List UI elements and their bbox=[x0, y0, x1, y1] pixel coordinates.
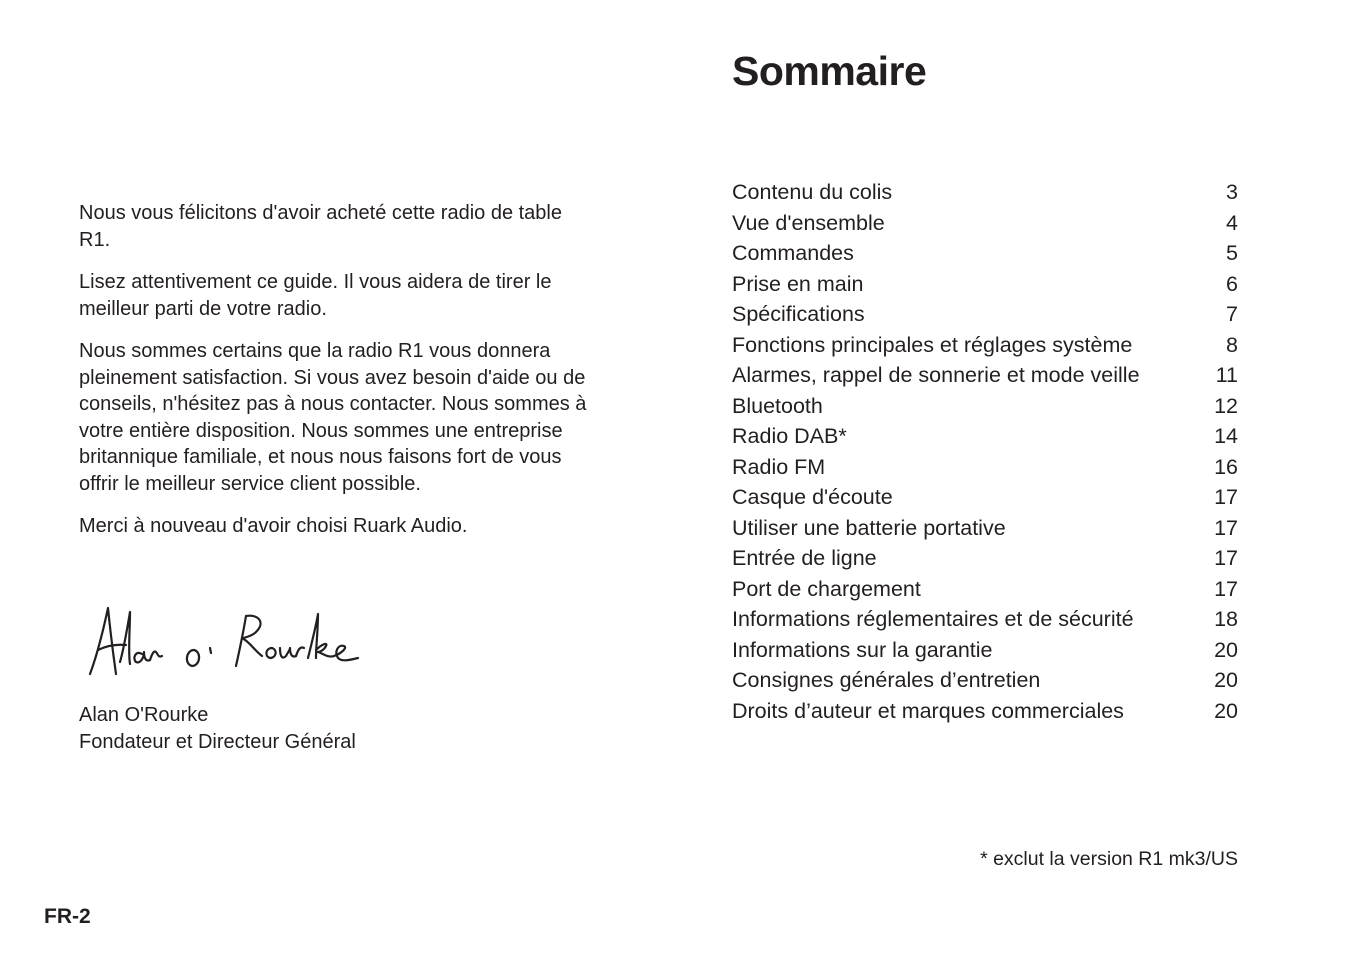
toc-entry-page: 17 bbox=[1214, 515, 1238, 540]
toc-entry-label: Bluetooth bbox=[732, 393, 823, 418]
toc-entry-page: 20 bbox=[1214, 637, 1238, 662]
toc-entry-page: 12 bbox=[1214, 393, 1238, 418]
signer-block bbox=[79, 702, 356, 755]
toc-entry-page: 20 bbox=[1214, 668, 1238, 692]
handwritten-signature bbox=[86, 598, 361, 684]
toc-entry-page: 5 bbox=[1226, 241, 1238, 265]
toc-entry-label: Casque d'écoute bbox=[732, 485, 893, 509]
toc-entry-label: Prise en main bbox=[732, 271, 864, 296]
toc-entry-label: Alarmes, rappel de sonnerie et mode veille bbox=[732, 363, 1140, 387]
toc-entry-page: 6 bbox=[1226, 271, 1238, 296]
toc-entry-label: Informations réglementaires et de sécurité bbox=[732, 607, 1134, 631]
signer-name: Alan O'Rourke bbox=[79, 704, 209, 726]
toc-entry[interactable] bbox=[732, 513, 1238, 544]
toc-entry-page: 16 bbox=[1214, 454, 1238, 479]
footnote: * exclut la version R1 mk3/US bbox=[980, 848, 1238, 870]
toc-entry[interactable] bbox=[732, 574, 1238, 605]
toc-entry-page: 11 bbox=[1215, 363, 1238, 387]
toc-entry-label: Consignes générales d’entretien bbox=[732, 668, 1041, 692]
toc-entry-label: Entrée de ligne bbox=[732, 546, 877, 570]
toc-entry[interactable] bbox=[732, 269, 1238, 300]
intro-paragraph: Merci à nouveau d'avoir choisi Ruark Audio. bbox=[79, 515, 468, 537]
toc-entry[interactable] bbox=[732, 635, 1238, 666]
toc-entry-page: 7 bbox=[1226, 302, 1238, 326]
toc-entry-label: Radio DAB* bbox=[732, 424, 847, 448]
page-title: Sommaire bbox=[732, 48, 927, 94]
toc-entry[interactable] bbox=[732, 665, 1238, 696]
toc-entry-label: Contenu du colis bbox=[732, 180, 893, 204]
toc-entry[interactable] bbox=[732, 330, 1238, 361]
toc-entry-page: 4 bbox=[1226, 210, 1238, 235]
toc-entry-page: 3 bbox=[1226, 180, 1238, 204]
toc-entry[interactable] bbox=[732, 696, 1238, 727]
page-number: FR-2 bbox=[44, 905, 91, 928]
toc-entry[interactable] bbox=[732, 543, 1238, 574]
signer-role: Fondateur et Directeur Général bbox=[79, 730, 356, 753]
toc-entry[interactable] bbox=[732, 177, 1238, 208]
toc-entry[interactable] bbox=[732, 238, 1238, 269]
toc-entry-label: Radio FM bbox=[732, 454, 826, 479]
toc-entry-page: 18 bbox=[1214, 607, 1238, 631]
toc-entry-label: Informations sur la garantie bbox=[732, 637, 993, 662]
toc-entry-label: Droits d’auteur et marques commerciales bbox=[732, 698, 1124, 723]
toc-entry[interactable] bbox=[732, 391, 1238, 422]
toc-entry[interactable] bbox=[732, 360, 1238, 391]
intro-paragraph: Lisez attentivement ce guide. Il vous aidera de tirer le meilleur parti de votre radio. bbox=[79, 271, 552, 320]
toc-entry[interactable] bbox=[732, 482, 1238, 513]
toc-entry-label: Spécifications bbox=[732, 302, 865, 326]
toc-entry[interactable] bbox=[732, 299, 1238, 330]
toc-entry[interactable] bbox=[732, 604, 1238, 635]
toc-entry-label: Port de chargement bbox=[732, 576, 921, 601]
toc-entry[interactable] bbox=[732, 421, 1238, 452]
intro-paragraph: Nous sommes certains que la radio R1 vous donnera pleinement satisfaction. Si vous avez besoin d'aide ou de conseils, n'hésitez pas à nous contacter. Nous sommes à votre entière disposition. Nous sommes une entreprise britannique familiale, et nous nous faisons fort de vous offrir le meilleur service client possible. bbox=[79, 340, 587, 495]
toc-entry-page: 17 bbox=[1214, 485, 1238, 509]
toc-entry-label: Fonctions principales et réglages système bbox=[732, 332, 1133, 357]
toc-entry[interactable] bbox=[732, 208, 1238, 239]
toc-entry-page: 20 bbox=[1214, 698, 1238, 723]
toc-entry-label: Commandes bbox=[732, 241, 854, 265]
table-of-contents bbox=[732, 177, 1238, 726]
toc-entry-page: 14 bbox=[1214, 424, 1238, 448]
intro-text bbox=[79, 200, 589, 556]
toc-entry[interactable] bbox=[732, 452, 1238, 483]
toc-entry-page: 17 bbox=[1214, 576, 1238, 601]
toc-entry-page: 8 bbox=[1226, 332, 1238, 357]
toc-entry-page: 17 bbox=[1214, 546, 1238, 570]
intro-paragraph: Nous vous félicitons d'avoir acheté cette radio de table R1. bbox=[79, 202, 562, 251]
toc-entry-label: Utiliser une batterie portative bbox=[732, 515, 1006, 540]
toc-entry-label: Vue d'ensemble bbox=[732, 210, 885, 235]
